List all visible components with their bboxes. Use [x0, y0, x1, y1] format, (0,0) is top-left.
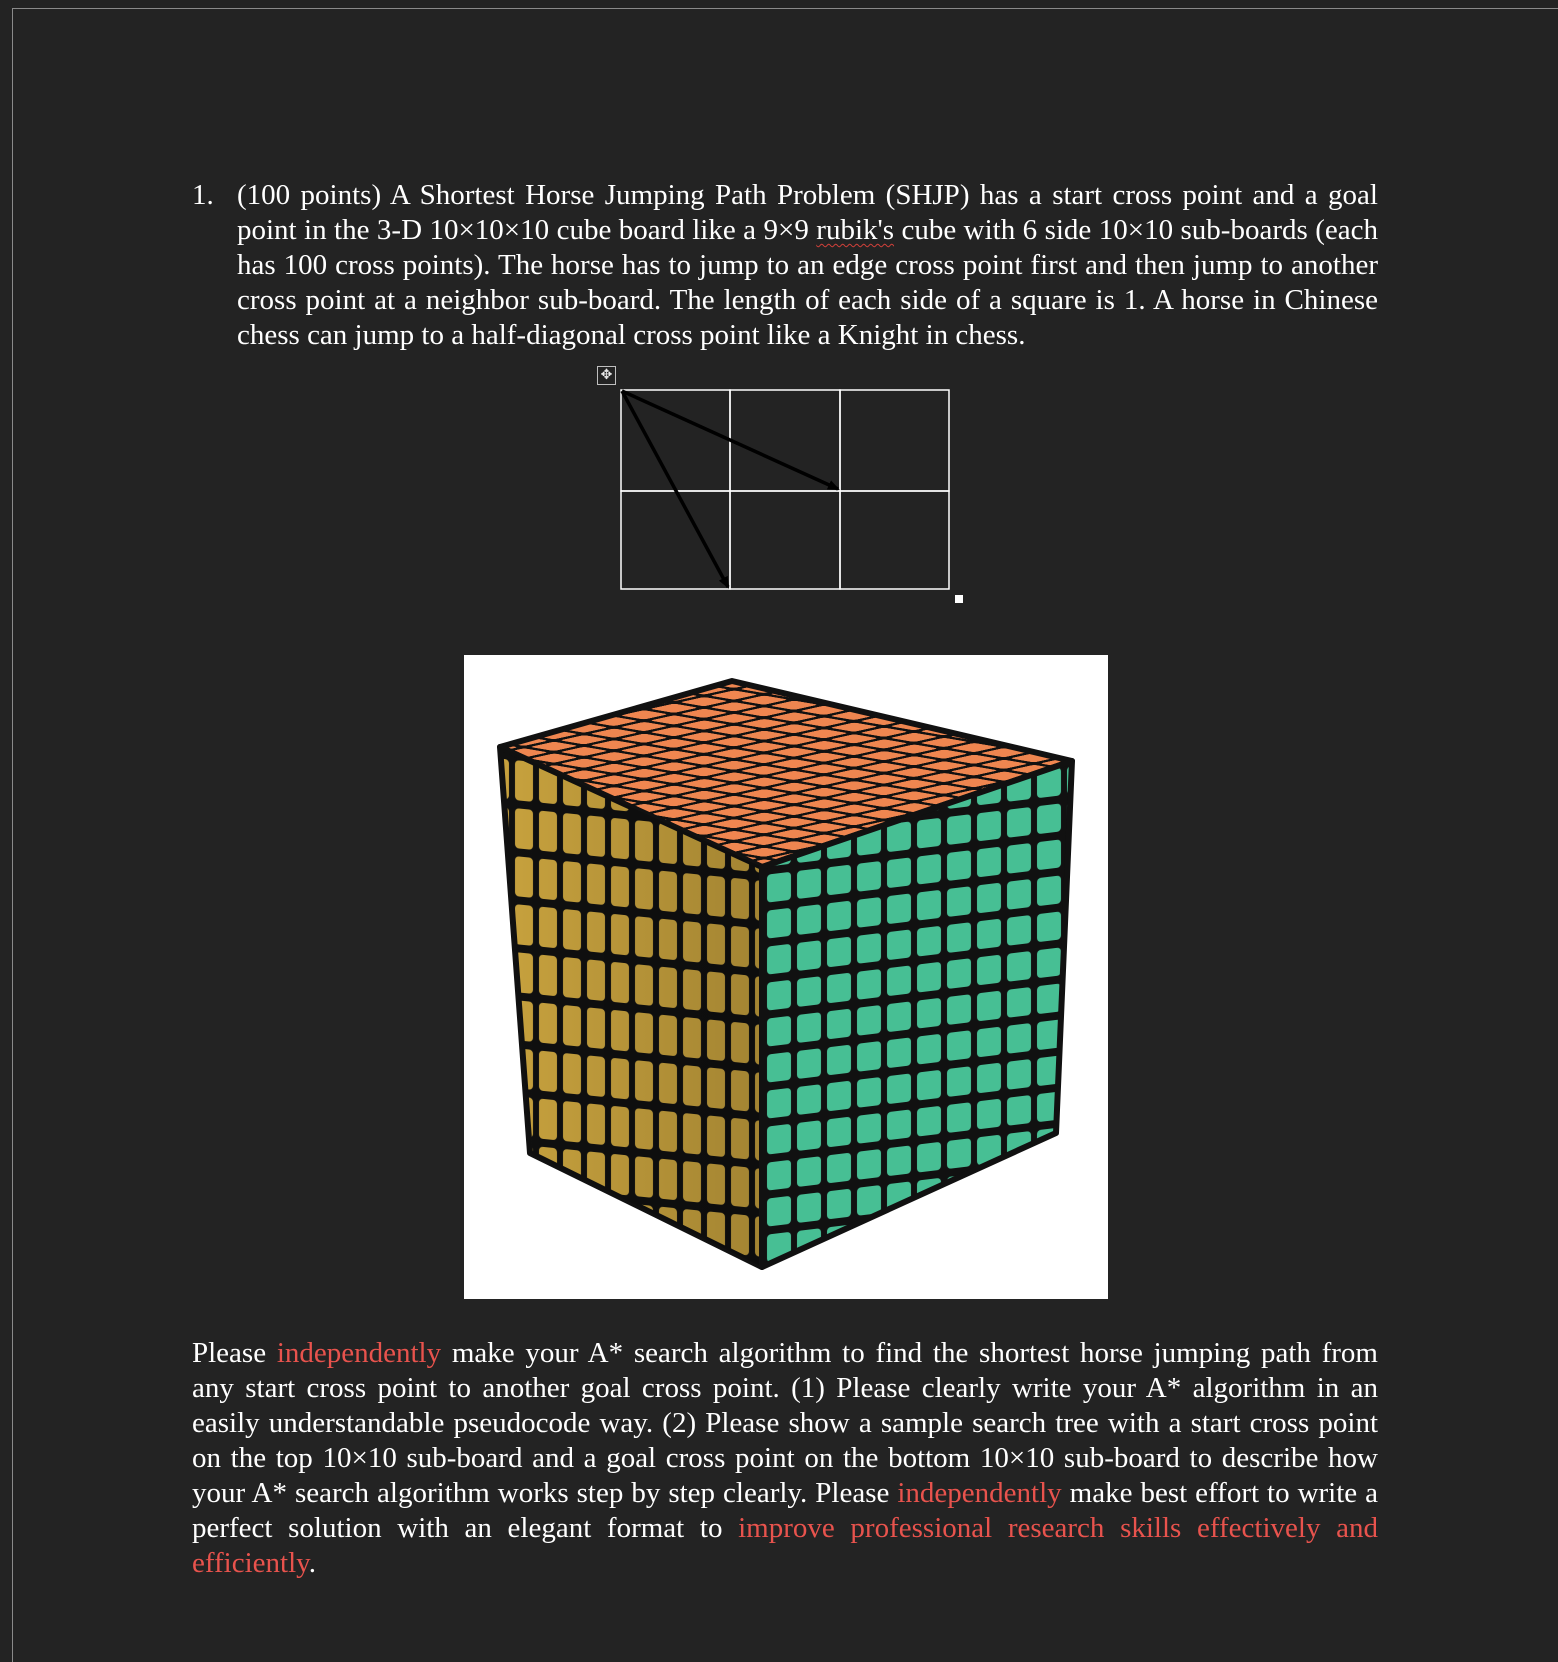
grid-cell-r1c3 — [840, 390, 949, 491]
knight-move-diagram — [610, 383, 950, 593]
instructions-text-1: Please — [192, 1337, 277, 1369]
question-text-part-1: (100 points) A Shortest Horse Jumping Path Problem (SHJP) has a start cross point and a goal point in the 3-D 10×10×10 cube board like a 9×9 — [237, 179, 1378, 246]
question-text — [237, 178, 1378, 353]
grid-cell-r1c1 — [621, 390, 730, 491]
highlight-independently-2: independently — [897, 1477, 1062, 1509]
question-text-part-2: cube with 6 side 10×10 sub-boards (each has 100 cross points). The horse has to jump to an edge cross point first and then jump to another cross point at a neighbor sub-board. The length of each side of a square is 1. A horse in Chinese chess can jump to a half-diagonal cross point like a Knight in chess. — [237, 214, 1378, 351]
diagram-grid — [621, 390, 949, 589]
instructions-text-4: . — [308, 1547, 317, 1579]
highlight-independently-1: independently — [276, 1337, 442, 1369]
question-paragraph — [192, 178, 1378, 353]
grid-cell-r2c2 — [730, 491, 840, 589]
move-cross-icon: ✥ — [600, 367, 613, 383]
instructions-text-2: make your A* search algorithm to find the shortest horse jumping path from any start cross point to another goal cross point. (1) Please clearly write your A* algorithm in an easily understandable pseudocode way. (2) Please show a sample search tree with a start cross point on the top 10×10 sub-board and a goal cross point on the bottom 10×10 sub-board to describe how your A* search algorithm works step by step clearly. Please — [192, 1337, 1378, 1509]
grid-cell-r2c1 — [621, 491, 730, 589]
question-number: 1. — [192, 179, 214, 211]
instructions-paragraph — [192, 1336, 1378, 1581]
rubiks-cube-illustration — [464, 655, 1108, 1299]
instructions-text-3: make best effort to write a perfect solution with an elegant format to — [192, 1477, 1379, 1544]
table-resize-handle[interactable] — [955, 595, 963, 603]
grid-cell-r1c2 — [730, 390, 840, 491]
highlight-research-skills: improve professional research skills effectively and efficiently — [192, 1512, 1378, 1579]
rubiks-cube-image — [464, 655, 1108, 1299]
spellcheck-word[interactable]: rubik's — [816, 214, 895, 246]
knight-arrow-down — [622, 391, 728, 587]
grid-cell-r2c3 — [840, 491, 949, 589]
